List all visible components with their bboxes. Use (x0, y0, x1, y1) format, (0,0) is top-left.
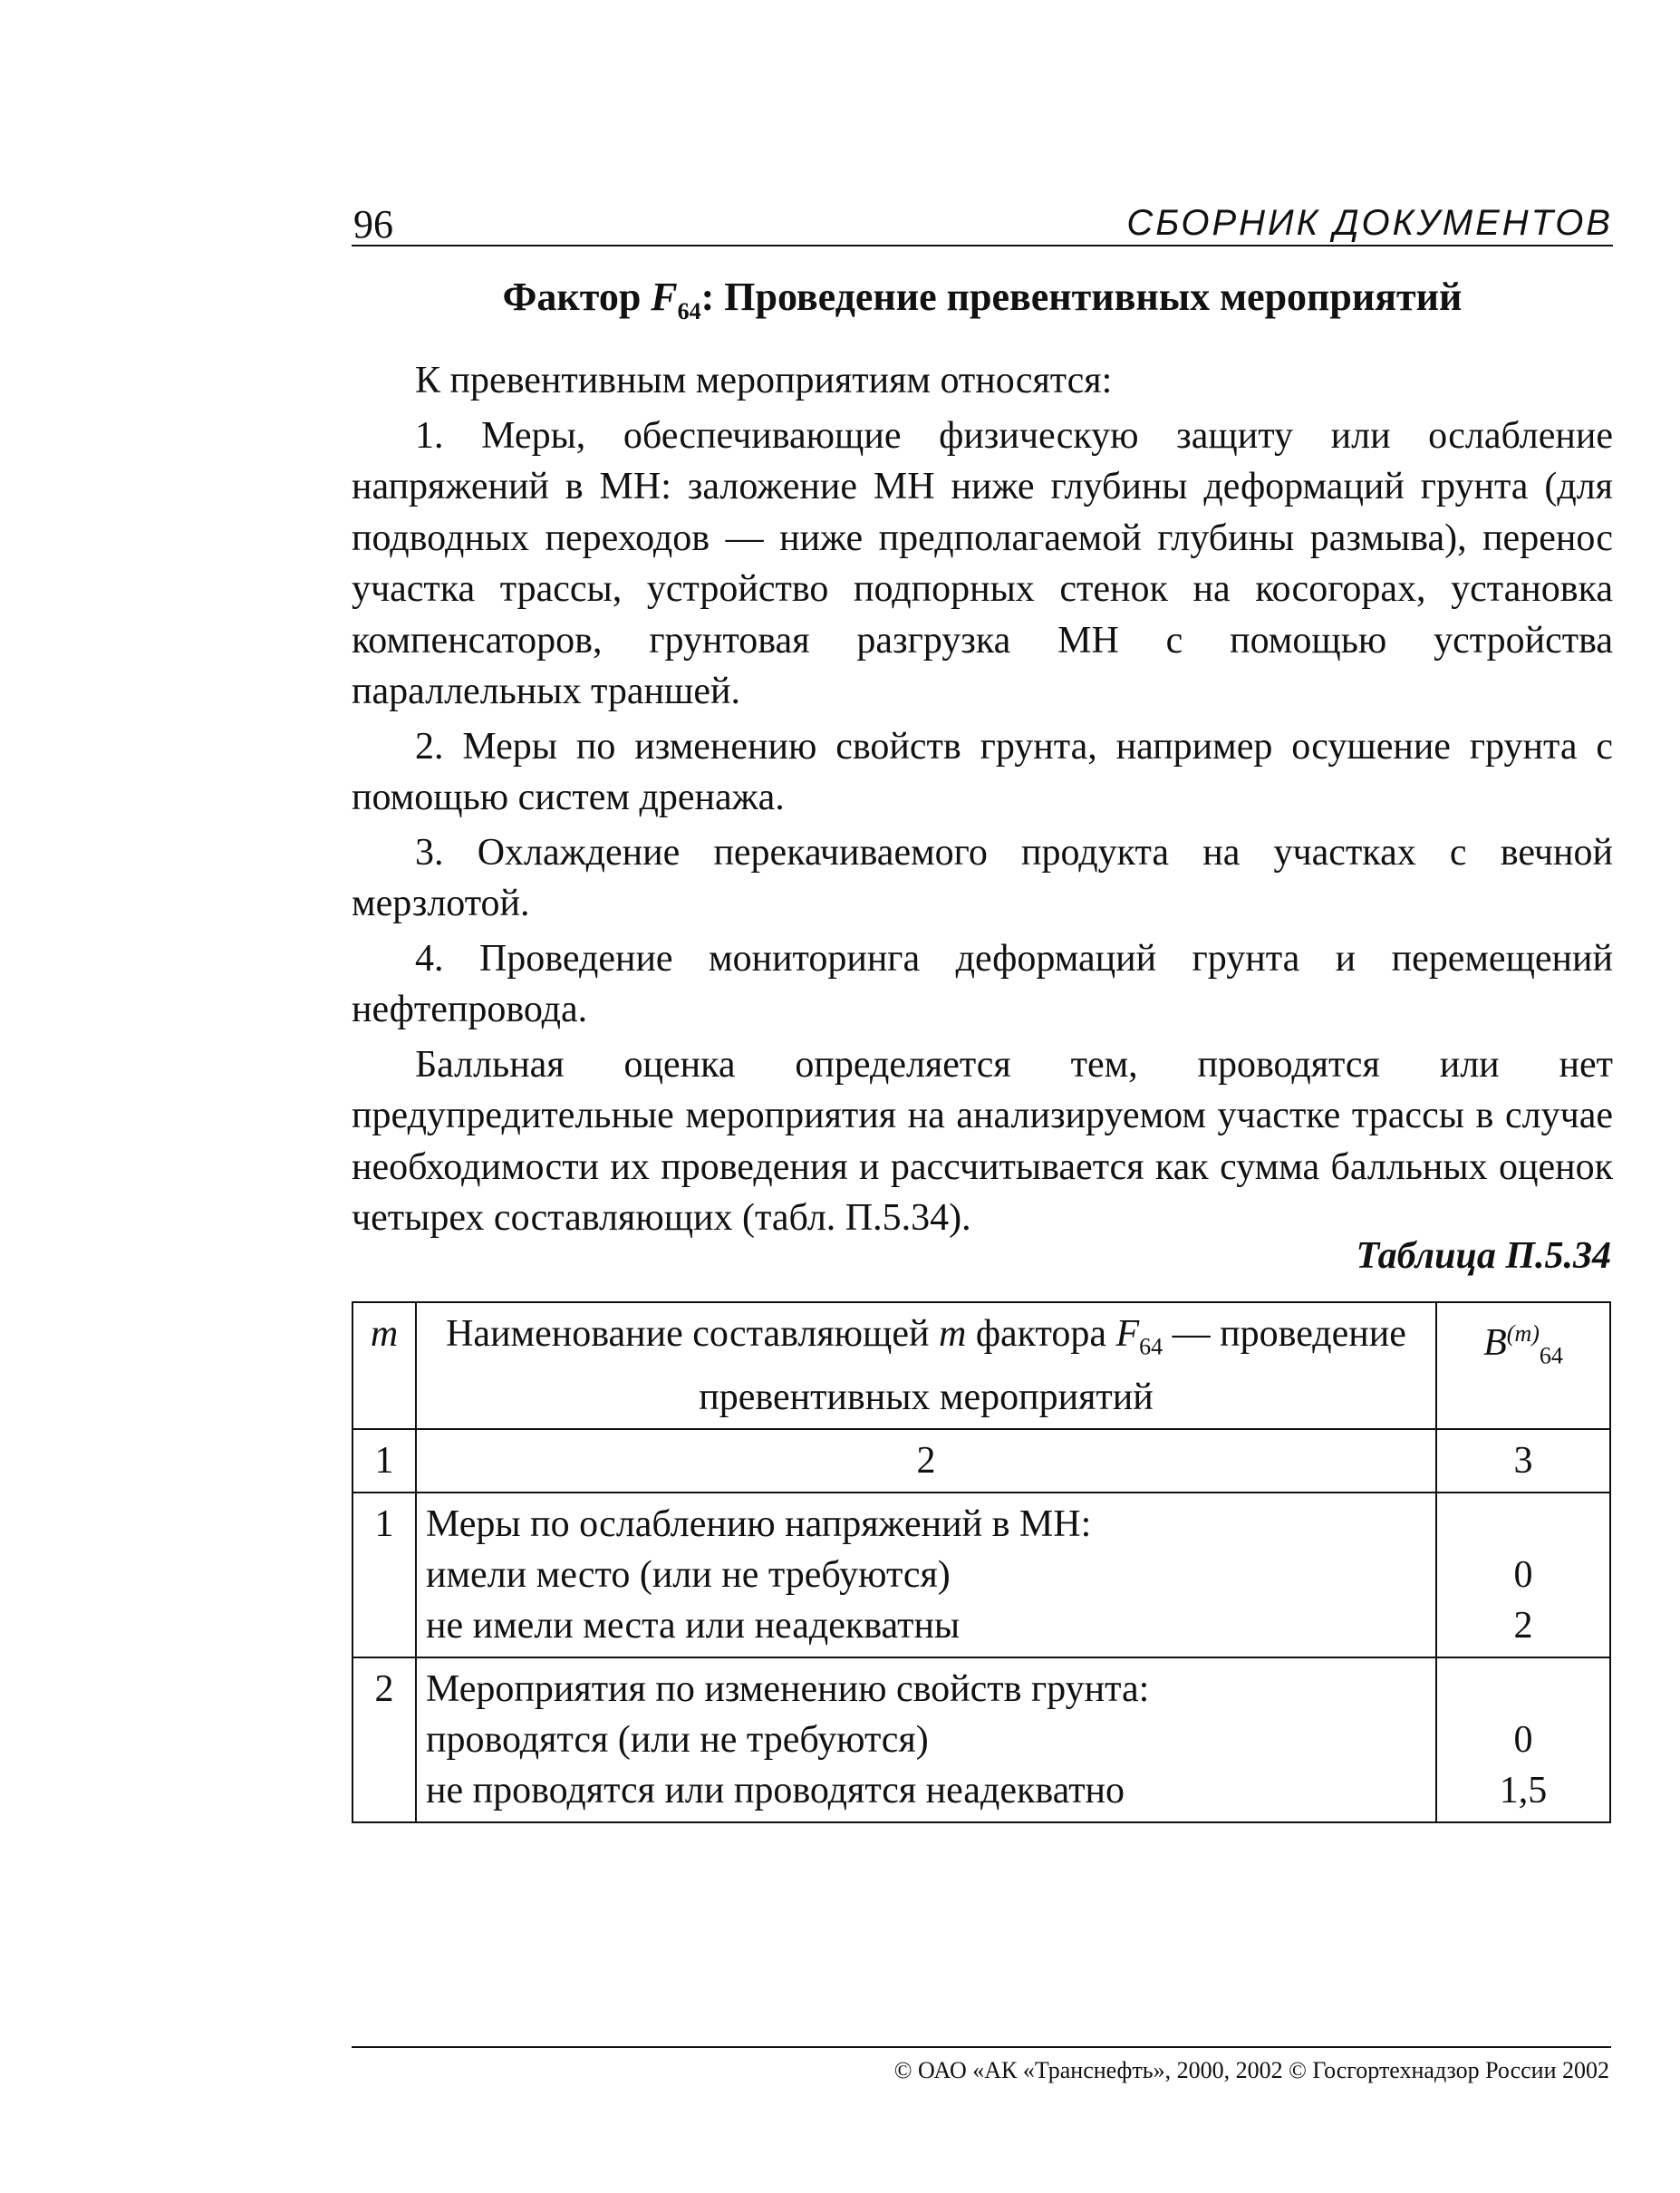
row-values (1436, 1493, 1610, 1657)
option-label: проводятся (или не требуются) (426, 1719, 929, 1762)
body-text (352, 355, 1613, 1244)
row-m: 1 (352, 1493, 416, 1657)
header-value: $B^{(m)}_{64}$ (1436, 1302, 1610, 1429)
paragraph: 2. Меры по изменению свойств грунта, например осушение грунта с помощью систем дренажа. (352, 725, 1613, 818)
copyright-footer: © ОАО «АК «Транснефть», 2000, 2002 © Госгортехнадзор России 2002 (893, 2057, 1609, 2083)
table-row (352, 1493, 1610, 1657)
column-number: 2 (416, 1429, 1436, 1493)
option-label: не имели места или неадекватны (426, 1605, 961, 1647)
row-description (416, 1657, 1436, 1822)
option-label: имели место (или не требуются) (426, 1554, 951, 1597)
table-header-row (352, 1302, 1610, 1429)
option-value: 2 (1513, 1605, 1533, 1647)
component-name: Мероприятия по изменению свойств грунта: (426, 1668, 1150, 1711)
table-caption: Таблица П.5.34 (1356, 1235, 1611, 1277)
header-m: m (352, 1302, 416, 1429)
paragraph: 1. Меры, обеспечивающие физическую защиту или ослабление напряжений в МН: заложение МН ниже глубины деформаций грунта (для подводных переходов — ниже предполагаемой глубины размыва), перенос участка трассы, устройство подпорных стенок на косогорах, установка компенсаторов, грунтовая разгрузка МН с помощью устройства параллельных траншей. (352, 414, 1613, 712)
page-header (352, 201, 1613, 248)
row-values (1436, 1657, 1610, 1822)
section-title: Фактор $F_{64}$: Проведение превентивных мероприятий (502, 275, 1463, 324)
option-label: не проводятся или проводятся неадекватно (426, 1770, 1125, 1812)
page-number: 96 (353, 202, 393, 246)
option-value: 1,5 (1499, 1770, 1548, 1812)
paragraph: 3. Охлаждение перекачиваемого продукта на участках с вечной мерзлотой. (352, 831, 1613, 924)
paragraph: Балльная оценка определяется тем, проводятся или нет предупредительные мероприятия на анализируемом участке трассы в случае необходимости их проведения и рассчитывается как сумма балльных оценок четырех составляющих (табл. П.5.34). (352, 1043, 1613, 1239)
paragraph: 4. Проведение мониторинга деформаций грунта и перемещений нефтепровода. (352, 937, 1613, 1030)
header-name: Наименование составляющей m фактора $F_{64}$ — проведение превентивных мероприятий (416, 1302, 1436, 1429)
column-number-row (352, 1429, 1610, 1493)
option-value: 0 (1513, 1554, 1533, 1597)
header-rule (352, 245, 1613, 246)
scoring-table (352, 1301, 1611, 1823)
option-value: 0 (1513, 1719, 1533, 1762)
column-number: 3 (1436, 1429, 1610, 1493)
column-number: 1 (352, 1429, 416, 1493)
component-name: Меры по ослаблению напряжений в МН: (426, 1503, 1092, 1546)
table-row (352, 1657, 1610, 1822)
row-description (416, 1493, 1436, 1657)
footer-rule (352, 2046, 1611, 2048)
paragraph: К превентивным мероприятиям относятся: (415, 360, 1113, 401)
row-m: 2 (352, 1657, 416, 1822)
running-title: СБОРНИК ДОКУМЕНТОВ (1126, 203, 1613, 243)
